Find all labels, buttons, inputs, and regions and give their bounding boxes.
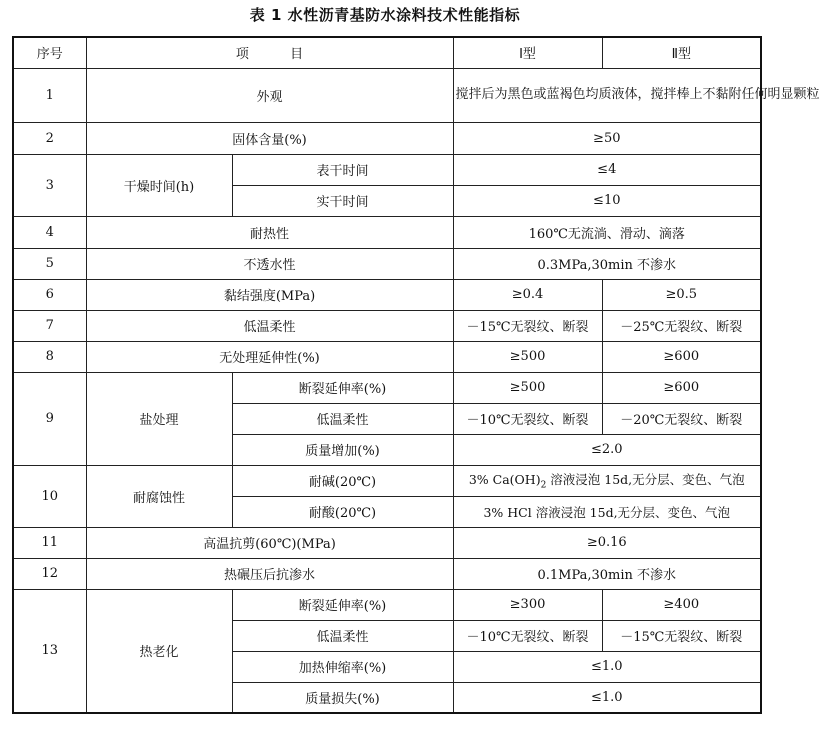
row-type2: ≥400 — [602, 589, 761, 620]
spec-table — [12, 36, 820, 714]
row-item: 盐处理 — [86, 372, 232, 465]
row-subitem: 低温柔性 — [232, 620, 453, 651]
row-subitem: 耐碱(20℃) — [232, 465, 453, 496]
row-no: 6 — [13, 279, 86, 310]
table-row — [13, 341, 761, 372]
row-type2: ≥600 — [602, 372, 761, 403]
table-row — [13, 589, 761, 620]
table-row — [13, 527, 761, 558]
row-item: 固体含量(%) — [86, 122, 453, 154]
row-type2: －20℃无裂纹、断裂 — [602, 403, 761, 434]
row-item: 低温柔性 — [86, 310, 453, 341]
row-value: ≥0.16 — [453, 527, 761, 558]
row-subitem: 实干时间 — [232, 185, 453, 216]
row-type2: －15℃无裂纹、断裂 — [602, 620, 761, 651]
row-subitem: 表干时间 — [232, 154, 453, 185]
row-value: ≤2.0 — [453, 434, 761, 465]
row-value: ≤4 — [453, 154, 761, 185]
row-value: 0.1MPa,30min 不渗水 — [453, 558, 761, 589]
row-subitem: 加热伸缩率(%) — [232, 651, 453, 682]
row-item: 耐腐蚀性 — [86, 465, 232, 527]
value-part: 溶液浸泡 15d,无分层、变色、气泡 — [546, 472, 745, 488]
header-item: 项 目 — [86, 37, 453, 68]
row-type1: －10℃无裂纹、断裂 — [453, 620, 602, 651]
row-no: 8 — [13, 341, 86, 372]
table-row — [13, 310, 761, 341]
row-item: 不透水性 — [86, 248, 453, 279]
row-item: 干燥时间(h) — [86, 154, 232, 216]
row-item: 热碾压后抗渗水 — [86, 558, 453, 589]
row-value: 0.3MPa,30min 不渗水 — [453, 248, 761, 279]
row-item: 高温抗剪(60℃)(MPa) — [86, 527, 453, 558]
row-type1: －10℃无裂纹、断裂 — [453, 403, 602, 434]
row-no: 12 — [13, 558, 86, 589]
row-no: 11 — [13, 527, 86, 558]
header-type1: Ⅰ型 — [453, 37, 602, 68]
row-subitem: 质量增加(%) — [232, 434, 453, 465]
row-value: ≥50 — [453, 122, 761, 154]
row-value: ≤1.0 — [453, 651, 761, 682]
row-type1: ≥500 — [453, 372, 602, 403]
table-row — [13, 279, 761, 310]
row-type1: ≥0.4 — [453, 279, 602, 310]
row-subitem: 断裂延伸率(%) — [232, 372, 453, 403]
row-subitem: 质量损失(%) — [232, 682, 453, 713]
table-row — [13, 248, 761, 279]
value-subscript: 2 — [540, 480, 547, 491]
row-no: 3 — [13, 154, 86, 216]
row-item: 外观 — [86, 68, 453, 122]
row-no: 1 — [13, 68, 86, 122]
row-type1: ≥300 — [453, 589, 602, 620]
row-subitem: 断裂延伸率(%) — [232, 589, 453, 620]
table-row — [13, 68, 761, 122]
row-no: 5 — [13, 248, 86, 279]
row-value: 160℃无流淌、滑动、滴落 — [453, 216, 761, 248]
row-item: 耐热性 — [86, 216, 453, 248]
row-subitem: 低温柔性 — [232, 403, 453, 434]
value-part: 3% Ca(OH) — [468, 472, 541, 488]
table-row — [13, 154, 761, 185]
row-value — [453, 465, 761, 496]
row-subitem: 耐酸(20℃) — [232, 496, 453, 527]
row-no: 2 — [13, 122, 86, 154]
row-no: 7 — [13, 310, 86, 341]
row-type2: ≥600 — [602, 341, 761, 372]
table-row — [13, 558, 761, 589]
row-value: 3% HCl 溶液浸泡 15d,无分层、变色、气泡 — [453, 496, 761, 527]
row-no: 4 — [13, 216, 86, 248]
row-item: 无处理延伸性(%) — [86, 341, 453, 372]
row-type1: ≥500 — [453, 341, 602, 372]
row-type2: ≥0.5 — [602, 279, 761, 310]
table-row — [13, 216, 761, 248]
row-value: ≤10 — [453, 185, 761, 216]
header-no: 序号 — [13, 37, 86, 68]
table-row — [13, 465, 761, 496]
row-item: 黏结强度(MPa) — [86, 279, 453, 310]
header-row — [13, 37, 761, 68]
row-no: 9 — [13, 372, 86, 465]
row-no: 13 — [13, 589, 86, 713]
table-title: 表 1 水性沥青基防水涂料技术性能指标 — [249, 6, 521, 24]
table-row — [13, 372, 761, 403]
table-row — [13, 122, 761, 154]
row-value: ≤1.0 — [453, 682, 761, 713]
row-value: 搅拌后为黑色或蓝褐色均质液体，搅拌棒上不黏附任何明显颗粒 — [453, 68, 761, 122]
header-type2: Ⅱ型 — [602, 37, 761, 68]
row-type1: －15℃无裂纹、断裂 — [453, 310, 602, 341]
row-type2: －25℃无裂纹、断裂 — [602, 310, 761, 341]
row-no: 10 — [13, 465, 86, 527]
row-item: 热老化 — [86, 589, 232, 713]
